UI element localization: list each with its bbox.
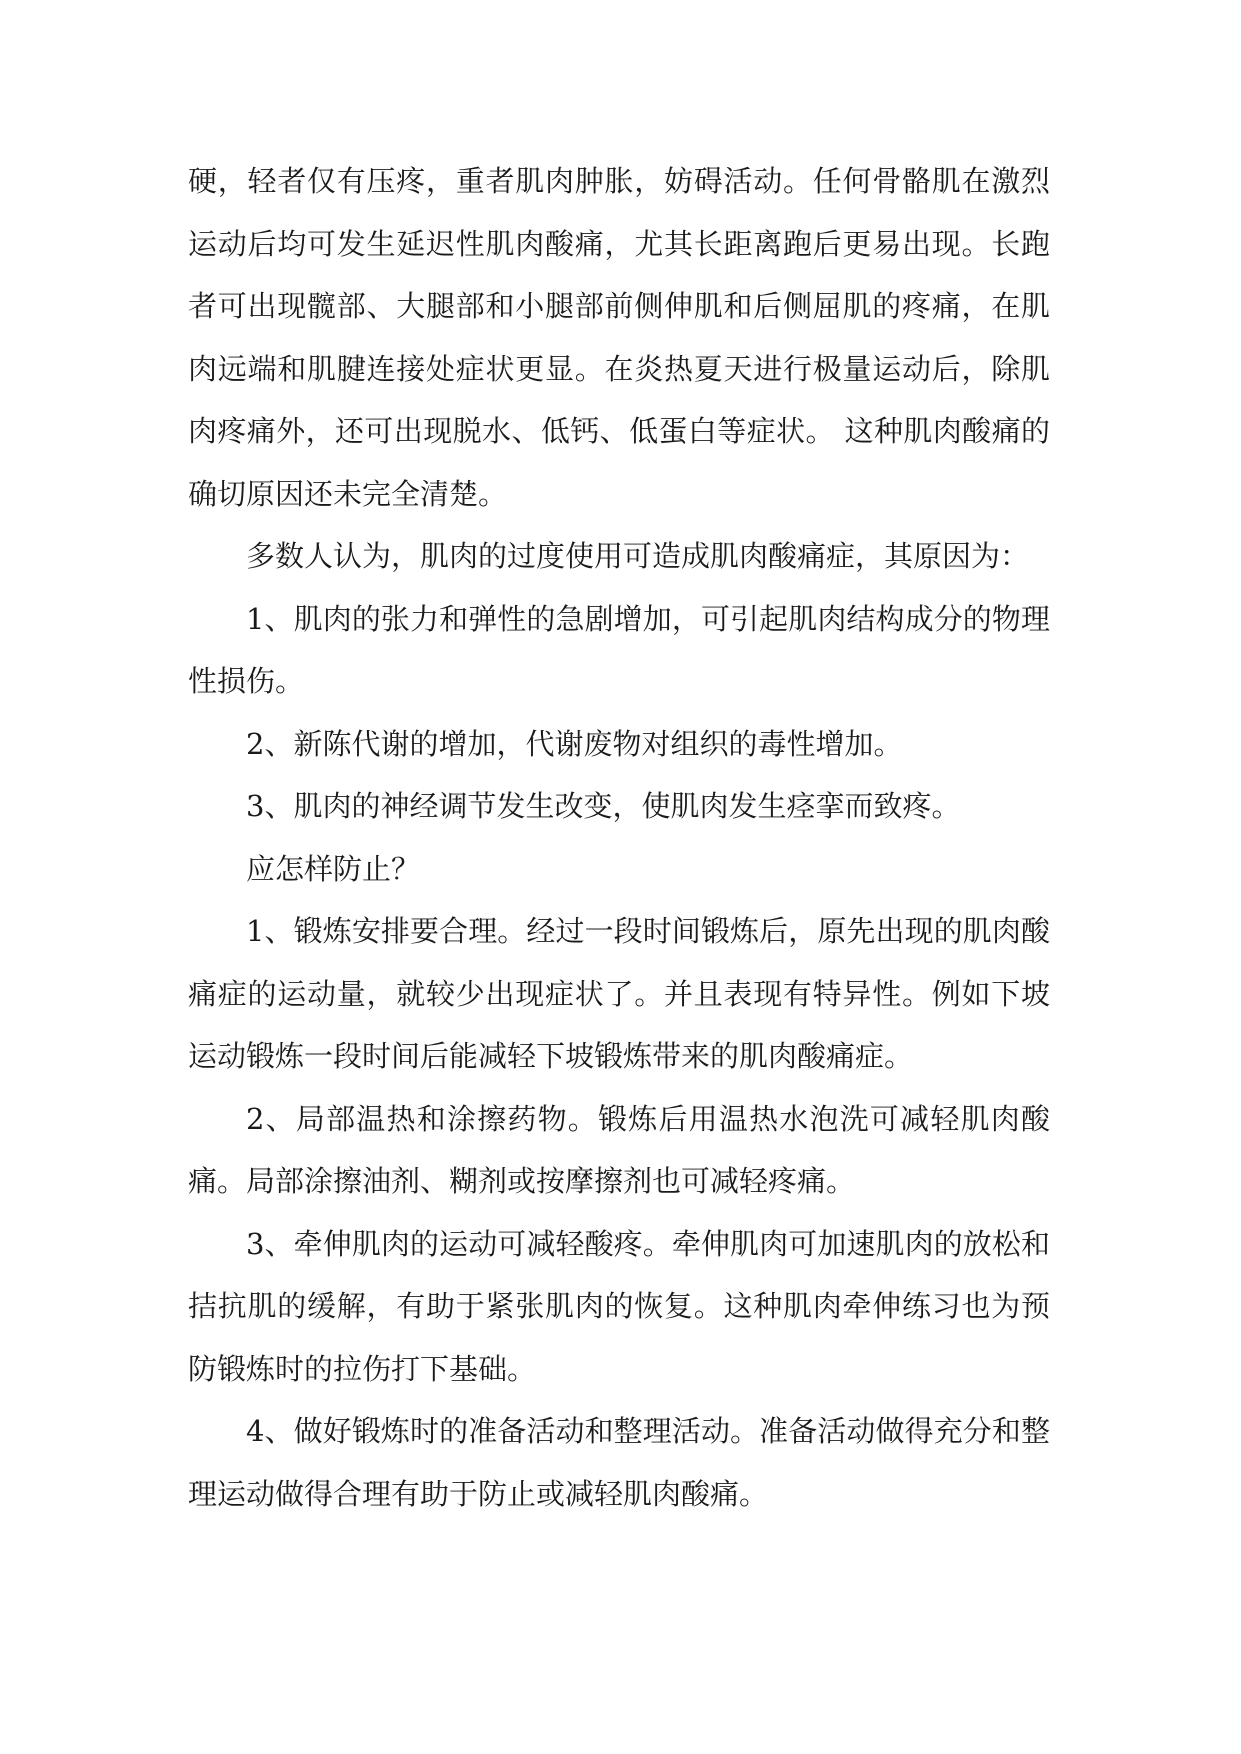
paragraph-prevention-2: 2、局部温热和涂擦药物。锻炼后用温热水泡洗可减轻肌肉酸痛。局部涂擦油剂、糊剂或按摩擦剂也可减轻疼痛。 [188, 1101, 1050, 1198]
paragraph-cause-2: 2、新陈代谢的增加，代谢废物对组织的毒性增加。 [246, 726, 903, 761]
paragraph-prevention-3: 3、牵伸肌肉的运动可减轻酸疼。牵伸肌肉可加速肌肉的放松和拮抗肌的缓解，有助于紧张肌肉的恢复。这种肌肉牵伸练习也为预防锻炼时的拉伤打下基础。 [188, 1226, 1050, 1386]
paragraph-cause-3: 3、肌肉的神经调节发生改变，使肌肉发生痉挛而致疼。 [246, 789, 961, 823]
paragraph-causes-intro: 多数人认为，肌肉的过度使用可造成肌肉酸痛症，其原因为： [246, 539, 1030, 573]
paragraph-cause-1: 1、肌肉的张力和弹性的急剧增加，可引起肌肉结构成分的物理性损伤。 [188, 601, 1050, 698]
document-body [188, 150, 1050, 1525]
paragraph-continued-symptoms: 硬，轻者仅有压疼，重者肌肉肿胀，妨碍活动。任何骨骼肌在激烈运动后均可发生延迟性肌肉酸痛，尤其长距离跑后更易出现。长跑者可出现髋部、大腿部和小腿部前侧伸肌和后侧屈肌的疼痛，在肌肉远端和肌腱连接处症状更显。在炎热夏天进行极量运动后，除肌肉疼痛外，还可出现脱水、低钙、低蛋白等症状。 这种肌肉酸痛的确切原因还未完全清楚。 [188, 164, 1050, 511]
paragraph-prevention-1: 1、锻炼安排要合理。经过一段时间锻炼后，原先出现的肌肉酸痛症的运动量，就较少出现症状了。并且表现有特异性。例如下坡运动锻炼一段时间后能减轻下坡锻炼带来的肌肉酸痛症。 [188, 914, 1050, 1073]
paragraph-prevention-4: 4、做好锻炼时的准备活动和整理活动。准备活动做得充分和整理运动做得合理有助于防止或减轻肌肉酸痛。 [188, 1414, 1050, 1511]
paragraph-prevention-heading: 应怎样防止？ [246, 851, 421, 886]
